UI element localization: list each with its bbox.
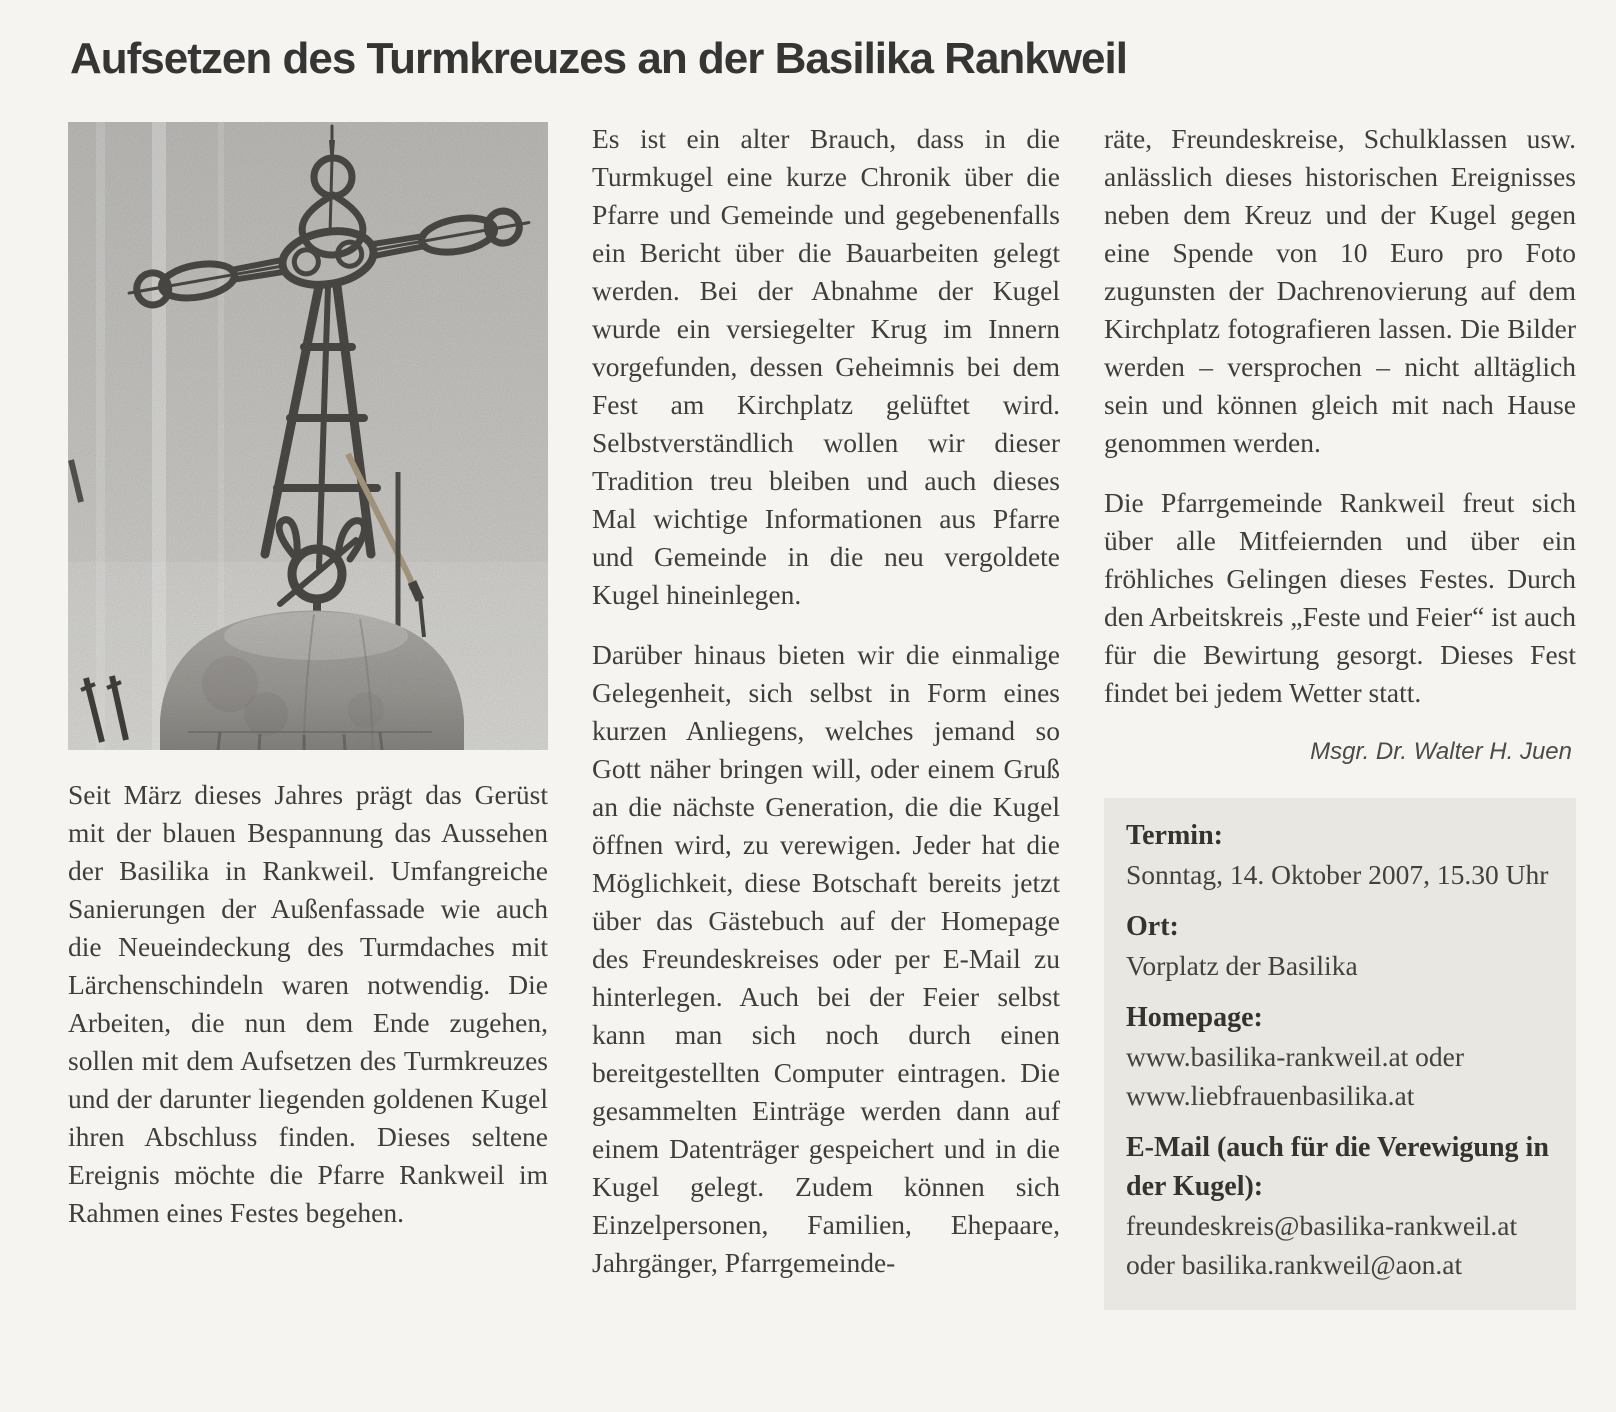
homepage-url-1: www.basilika-rankweil.at oder: [1126, 1041, 1465, 1072]
homepage-label: Homepage:: [1126, 1002, 1263, 1033]
column-right: [1104, 120, 1576, 1310]
column-middle: [592, 120, 1060, 1310]
infobox-section-termin: [1126, 816, 1554, 894]
photo-grain: [68, 122, 548, 750]
paragraph-right-1: räte, Freundeskreise, Schulklassen usw. anlässlich dieses historischen Ereignisses neben dem Kreuz und der Kugel gegen eine Spende von 10 Euro pro Foto zugunsten der Dachrenovierung auf dem Kirchplatz fotografieren lassen. Die Bilder werden – versprochen – nicht alltäglich sein und können gleich mit nach Hause genommen werden.: [1104, 123, 1576, 458]
column-left: [68, 120, 548, 1310]
paragraph-middle-1: Es ist ein alter Brauch, dass in die Turmkugel eine kurze Chronik über die Pfarre und Gemeinde und gegebenenfalls ein Bericht über die Bauarbeiten gelegt werden. Bei der Abnahme der Kugel wurde ein versiegelter Krug im Innern vorgefunden, dessen Geheimnis bei dem Fest am Kirchplatz gelüftet wird. Selbstverständlich wollen wir dieser Tradition treu bleiben und auch dieses Mal wichtige Informationen aus Pfarre und Gemeinde in die neu vergoldete Kugel hineinlegen.: [592, 123, 1060, 610]
homepage-url-2: www.liebfrauenbasilika.at: [1126, 1080, 1415, 1111]
email-label: E-Mail (auch für die Verewigung in der Kugel):: [1126, 1132, 1549, 1202]
email-address-2: oder basilika.rankweil@aon.at: [1126, 1249, 1463, 1280]
event-infobox: [1104, 798, 1576, 1310]
author-signature: Msgr. Dr. Walter H. Juen: [1310, 738, 1572, 765]
email-address-1: freundeskreis@basilika-rankweil.at: [1126, 1210, 1518, 1241]
ort-value: Vorplatz der Basilika: [1126, 950, 1358, 981]
infobox-section-homepage: [1126, 998, 1554, 1115]
termin-label: Termin:: [1126, 820, 1223, 851]
turmkreuz-photo: [68, 122, 548, 750]
infobox-section-email: [1126, 1128, 1554, 1284]
paragraph-middle-2: Darüber hinaus bieten wir die einmalige Gelegenheit, sich selbst in Form eines kurzen Anliegens, welches jemand so Gott näher bringen will, oder einem Gruß an die nächste Generation, die die Kugel öffnen wird, zu verewigen. Jeder hat die Möglichkeit, diese Botschaft bereits jetzt über das Gästebuch auf der Homepage des Freundeskreises oder per E-Mail zu hinterlegen. Auch bei der Feier selbst kann man sich noch durch einen bereitgestellten Computer eintragen. Die gesammelten Einträge werden dann auf einem Datenträger gespeichert und in die Kugel gelegt. Zudem können sich Einzelpersonen, Familien, Ehepaare, Jahrgänger, Pfarrgemeinde-: [592, 639, 1060, 1278]
termin-value: Sonntag, 14. Oktober 2007, 15.30 Uhr: [1126, 859, 1549, 890]
article-title: Aufsetzen des Turmkreuzes an der Basilika Rankweil: [70, 34, 1127, 83]
ort-label: Ort:: [1126, 911, 1179, 942]
infobox-section-ort: [1126, 907, 1554, 985]
paragraph-right-2: Die Pfarrgemeinde Rankweil freut sich über alle Mitfeiernden und über ein fröhliches Gelingen dieses Festes. Durch den Arbeitskreis „Feste und Feier“ ist auch für die Bewirtung gesorgt. Dieses Fest findet bei jedem Wetter statt.: [1104, 487, 1576, 708]
paragraph-left: Seit März dieses Jahres prägt das Gerüst mit der blauen Bespannung das Aussehen der Basilika in Rankweil. Umfangreiche Sanierungen der Außenfassade wie auch die Neueindeckung des Turmdaches mit Lärchenschindeln waren notwendig. Die Arbeiten, die nun dem Ende zugehen, sollen mit dem Aufsetzen des Turmkreuzes und der darunter liegenden goldenen Kugel ihren Abschluss finden. Dieses seltene Ereignis möchte die Pfarre Rankweil im Rahmen eines Festes begehen.: [68, 779, 548, 1228]
turmkreuz-photo-graphic: [68, 122, 548, 750]
article-columns: [68, 120, 1576, 1310]
